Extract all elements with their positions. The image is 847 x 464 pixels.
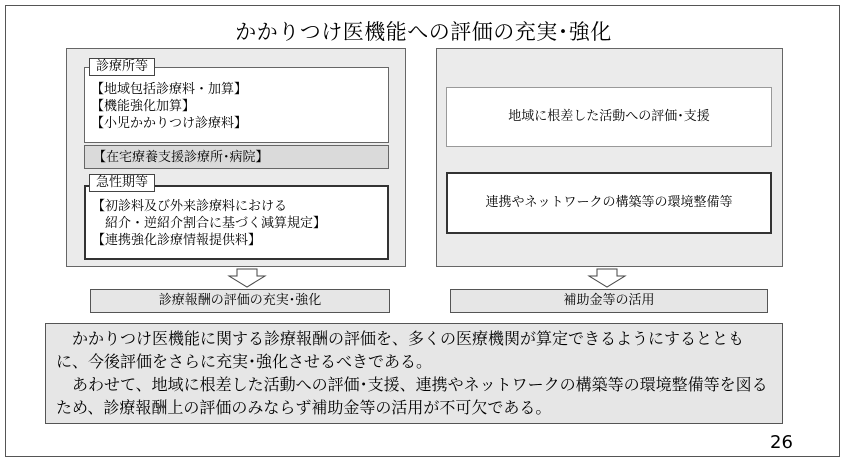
- home-care-box: 【在宅療養支援診療所･病院】: [84, 145, 389, 169]
- down-arrow-icon: [226, 268, 268, 288]
- community-support-box: 地域に根差した活動への評価･支援: [446, 87, 772, 147]
- down-arrow-icon: [586, 268, 628, 288]
- subsidy-outcome: 補助金等の活用: [450, 289, 768, 313]
- acute-tag: 急性期等: [89, 174, 155, 192]
- clinic-item: 【小児かかりつけ診療料】: [91, 116, 248, 131]
- clinic-item: 【機能強化加算】: [91, 99, 196, 114]
- acute-item: 【連携強化診療情報提供料】: [92, 233, 262, 248]
- acute-box: [84, 185, 389, 260]
- acute-items: [92, 198, 326, 249]
- page-number: 26: [770, 432, 793, 453]
- summary-paragraph: かかりつけ医機能に関する診療報酬の評価を、多くの医療機関が算定できるようにするとともに、今後評価をさらに充実･強化させるべきである。: [56, 329, 745, 371]
- fee-evaluation-outcome: 診療報酬の評価の充実･強化: [90, 289, 390, 313]
- page-title: かかりつけ医機能への評価の充実･強化: [235, 20, 612, 44]
- network-box: 連携やネットワークの構築等の環境整備等: [446, 172, 772, 234]
- acute-item: 紹介・逆紹介割合に基づく減算規定】: [92, 216, 327, 231]
- summary-paragraph: あわせて、地域に根差した活動への評価･支援、連携やネットワークの構築等の環境整備等を図るため、診療報酬上の評価のみならず補助金等の活用が不可欠である。: [56, 375, 768, 417]
- clinic-item: 【地域包括診療料・加算】: [91, 82, 248, 97]
- right-panel: [436, 48, 783, 267]
- summary-box: [45, 323, 783, 424]
- clinic-box: [84, 67, 389, 143]
- clinic-items: [91, 81, 247, 132]
- clinic-tag: 診療所等: [89, 58, 155, 76]
- acute-item: 【初診料及び外来診療料における: [92, 199, 288, 214]
